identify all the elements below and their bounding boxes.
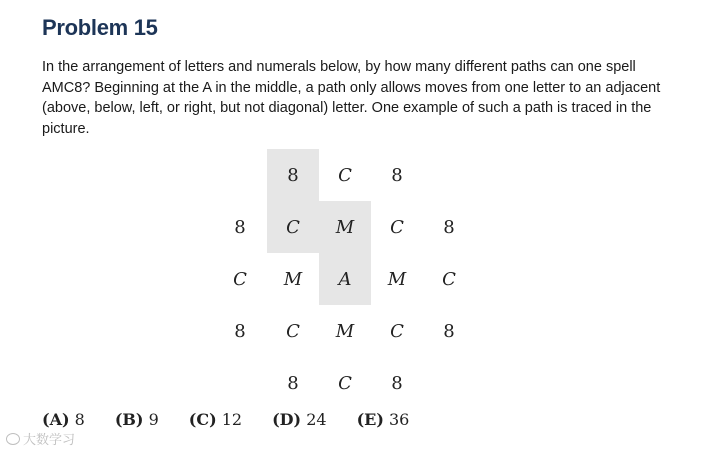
problem-statement: In the arrangement of letters and numerals below, by how many different paths can one spell AMC8? Beginning at the A in the middle, a path only allows moves from one letter to an adjacent (above, below, left, or right, but not diagonal) letter. One example of such a path is traced in the picture. (42, 59, 661, 137)
grid-cell-8: 8 (234, 216, 246, 238)
answer-choice-value: 24 (301, 410, 327, 429)
grid-cell-c: C (286, 216, 300, 238)
answer-choice (189, 410, 242, 429)
watermark (6, 429, 75, 448)
grid-cell-a: A (338, 268, 352, 290)
answer-choice (357, 410, 410, 429)
grid-cell-c: C (338, 372, 352, 394)
answer-choice (42, 410, 85, 429)
answer-choice-value: 9 (143, 410, 159, 429)
grid-cell-8: 8 (443, 216, 455, 238)
grid-cell-8: 8 (391, 372, 403, 394)
answer-choice-value: 8 (69, 410, 85, 429)
watermark-logo-icon (6, 433, 20, 445)
answer-choice-value: 36 (383, 410, 410, 429)
grid-cell-m: M (283, 268, 303, 290)
answer-choice-label: (E) (356, 410, 384, 429)
answer-choice-label: (C) (188, 410, 217, 429)
answer-choice-label: (B) (114, 410, 144, 429)
grid-cell-8: 8 (234, 320, 246, 342)
answer-choices (42, 410, 439, 429)
watermark-text: 大数学习 (23, 432, 76, 447)
answer-choice (115, 410, 159, 429)
grid-cell-c: C (442, 268, 456, 290)
answer-choice-value: 12 (216, 410, 243, 429)
grid-cell-m: M (335, 320, 355, 342)
grid-cell-c: C (233, 268, 247, 290)
grid-cell-c: C (338, 164, 352, 186)
answer-choice-label: (A) (42, 410, 70, 429)
grid-cell-c: C (390, 216, 404, 238)
grid-cell-8: 8 (287, 372, 299, 394)
grid-cell-c: C (390, 320, 404, 342)
problem-title: Problem 15 (42, 15, 158, 40)
grid-cell-8: 8 (443, 320, 455, 342)
answer-choice (272, 410, 326, 429)
grid-cell-m: M (387, 268, 407, 290)
answer-choice-label: (D) (272, 410, 302, 429)
grid-cell-8: 8 (391, 164, 403, 186)
grid-cell-c: C (286, 320, 300, 342)
grid-cell-8: 8 (287, 164, 299, 186)
grid-cell-m: M (335, 216, 355, 238)
